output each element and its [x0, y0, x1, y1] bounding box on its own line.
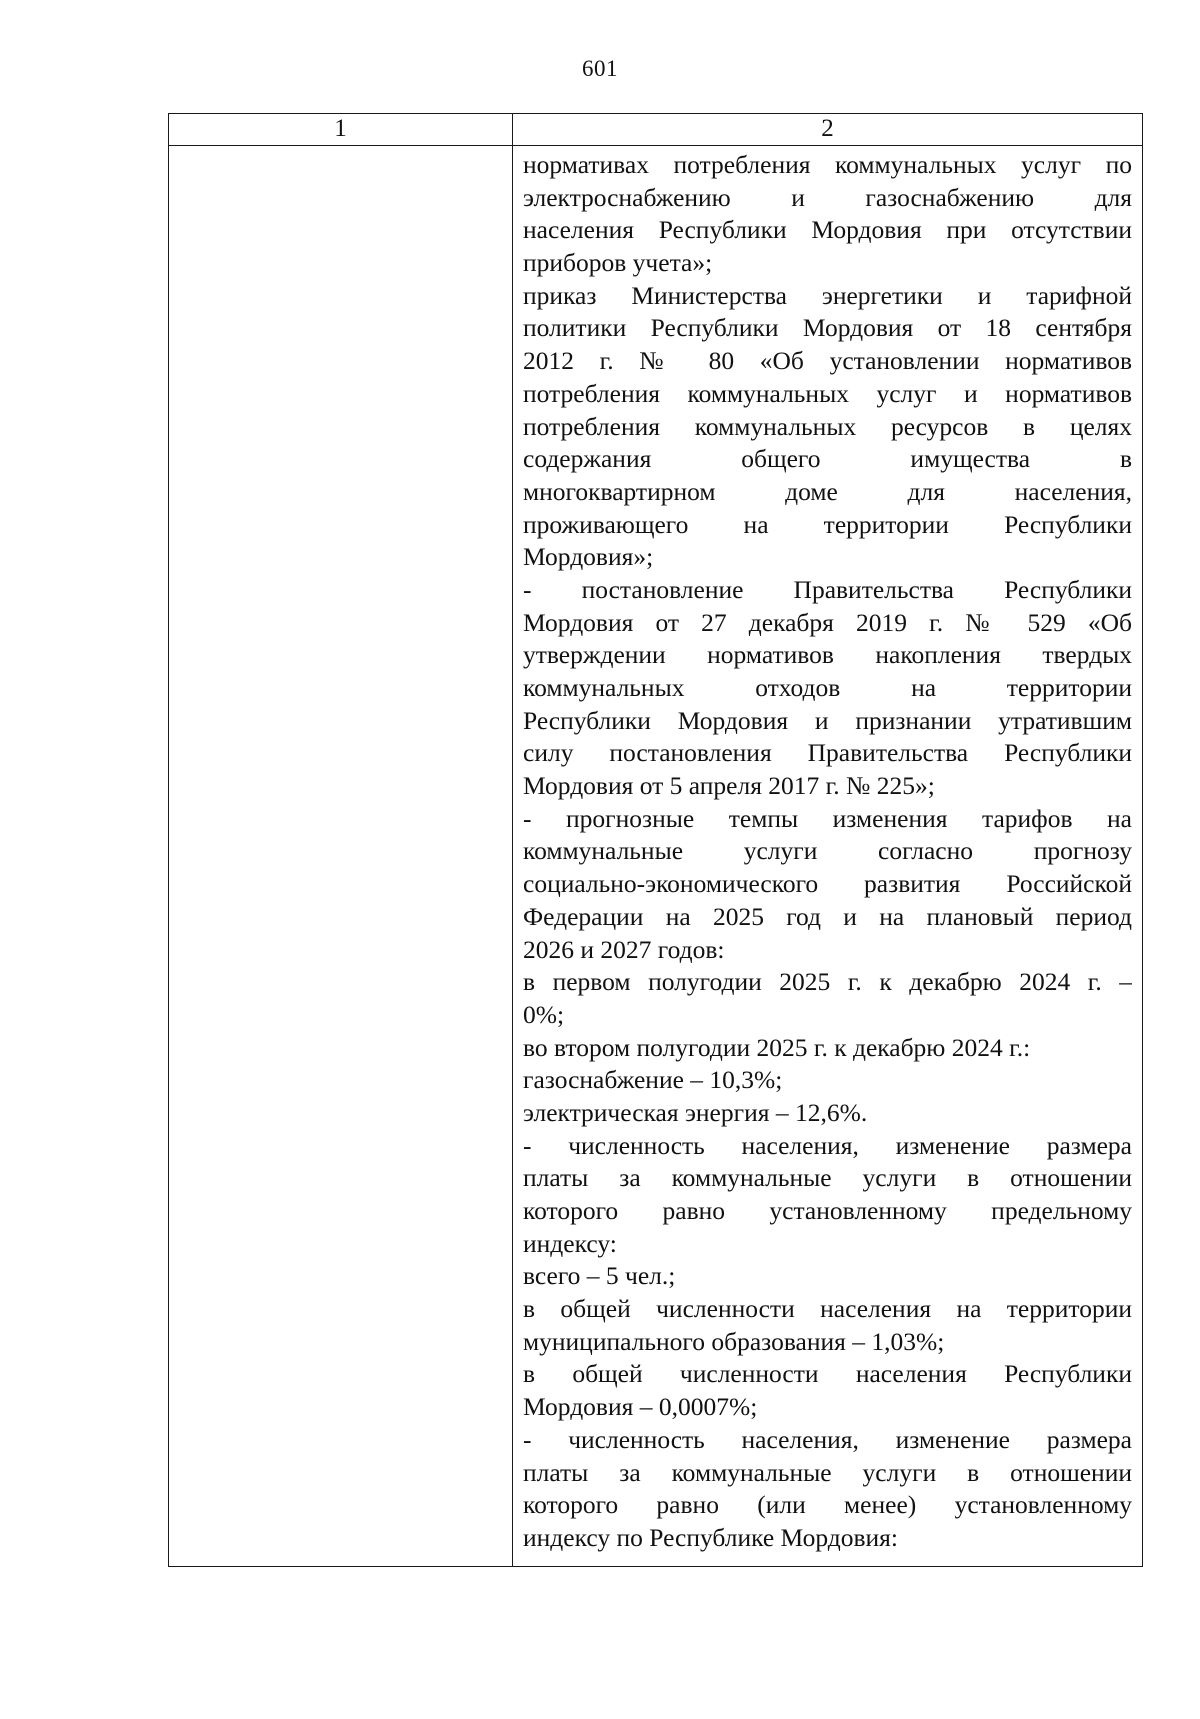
text-line: потребления коммунальных ресурсов в целях: [523, 411, 1132, 441]
text-line: социально-экономического развития Российской: [523, 869, 1132, 899]
text-line: индексу по Республике Мордовия:: [523, 1522, 898, 1552]
text-line: приказ Министерства энергетики и тарифной: [523, 280, 1132, 310]
document-table: [168, 113, 1143, 1567]
text-line: в общей численности населения Республики: [523, 1359, 1132, 1389]
table-row: [169, 146, 1143, 1567]
text-line: Федерации на 2025 год и на плановый период: [523, 901, 1132, 931]
column-2-cell: [513, 146, 1143, 1567]
text-line: в общей численности населения на территории: [523, 1294, 1132, 1324]
text-line: Мордовия»;: [523, 542, 654, 572]
text-line: электрическая энергия – 12,6%.: [523, 1097, 868, 1127]
column-header-1: 1: [169, 114, 513, 146]
text-line: Республики Мордовия и признании утратившим: [523, 705, 1132, 735]
page-number: 601: [582, 56, 618, 81]
column-1-cell: [169, 146, 513, 1567]
text-line: 2026 и 2027 годов:: [523, 934, 725, 964]
text-line: приборов учета»;: [523, 248, 713, 278]
text-line: - численность населения, изменение размера: [523, 1424, 1132, 1454]
text-line: многоквартирном доме для населения,: [523, 476, 1132, 506]
text-line: - численность населения, изменение размера: [523, 1130, 1132, 1160]
text-line: платы за коммунальные услуги в отношении: [523, 1163, 1132, 1193]
text-line: платы за коммунальные услуги в отношении: [523, 1457, 1132, 1487]
text-line: - постановление Правительства Республики: [523, 574, 1132, 604]
text-line: населения Республики Мордовия при отсутствии: [523, 215, 1132, 245]
text-line: Мордовия – 0,0007%;: [523, 1392, 758, 1422]
text-line: коммунальные услуги согласно прогнозу: [523, 836, 1132, 866]
text-line: которого равно (или менее) установленному: [523, 1490, 1132, 1520]
text-line: в первом полугодии 2025 г. к декабрю 2024 г. –: [523, 967, 1132, 997]
text-line: во втором полугодии 2025 г. к декабрю 2024 г.:: [523, 1032, 1031, 1062]
text-line: силу постановления Правительства Республики: [523, 738, 1132, 768]
text-line: потребления коммунальных услуг и нормативов: [523, 378, 1132, 408]
text-line: индексу:: [523, 1228, 617, 1258]
text-line: коммунальных отходов на территории: [523, 673, 1132, 702]
text-line: Мордовия от 27 декабря 2019 г. № 529 «Об: [523, 607, 1132, 637]
text-line: 0%;: [523, 999, 565, 1029]
table-header-row: [169, 114, 1143, 146]
text-line: - прогнозные темпы изменения тарифов на: [523, 803, 1132, 833]
text-line: проживающего на территории Республики: [523, 509, 1132, 539]
text-line: электроснабжению и газоснабжению для: [523, 182, 1132, 212]
text-line: Мордовия от 5 апреля 2017 г. № 225»;: [523, 771, 935, 801]
text-line: содержания общего имущества в: [523, 444, 1132, 474]
column-header-2: 2: [513, 114, 1143, 146]
text-line: утверждении нормативов накопления твердых: [523, 640, 1132, 670]
text-line: которого равно установленному предельному: [523, 1196, 1132, 1225]
text-line: муниципального образования – 1,03%;: [523, 1326, 945, 1356]
text-line: политики Республики Мордовия от 18 сентября: [523, 313, 1132, 343]
text-line: газоснабжение – 10,3%;: [523, 1065, 783, 1095]
text-line: 2012 г. № 80 «Об установлении нормативов: [523, 346, 1132, 376]
column-2-text: [513, 146, 1142, 1555]
text-line: всего – 5 чел.;: [523, 1261, 676, 1291]
text-line: нормативах потребления коммунальных услуг по: [523, 150, 1132, 179]
